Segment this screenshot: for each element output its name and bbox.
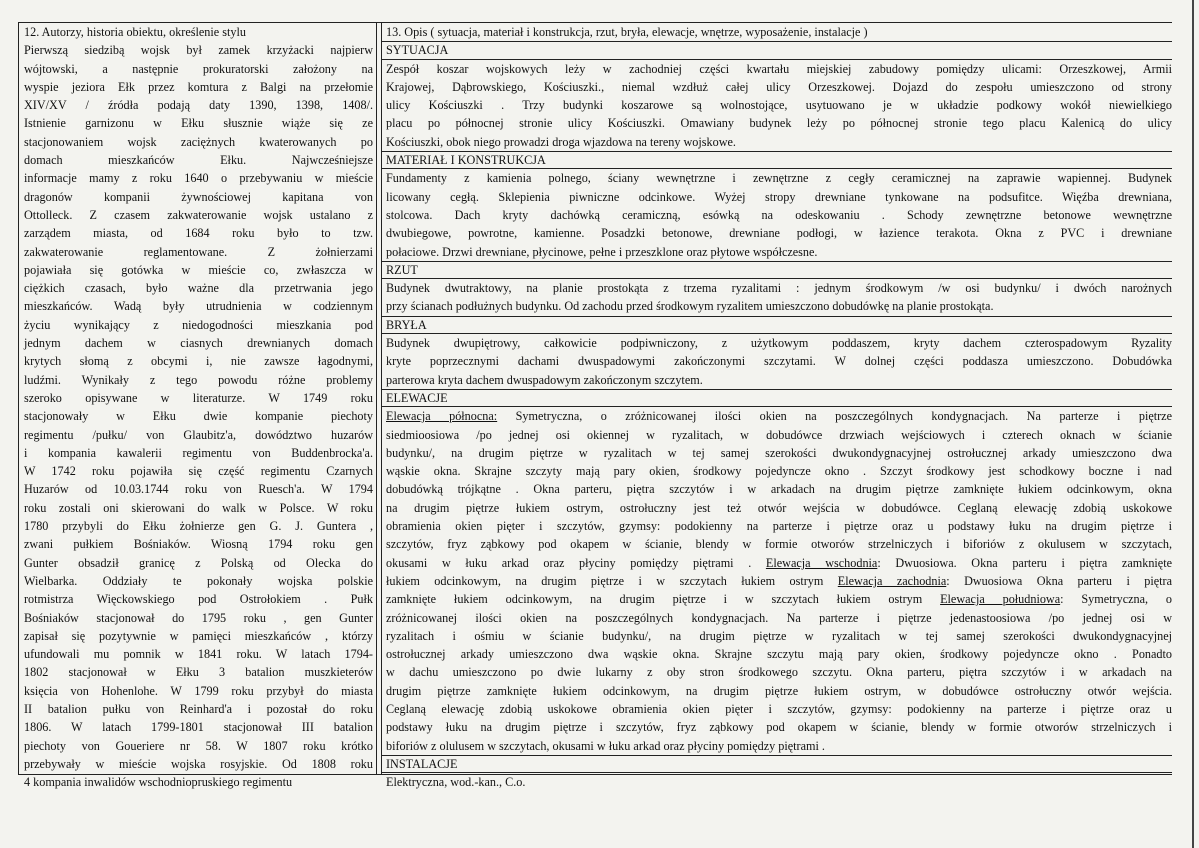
text-line: Fundamenty z kamienia polnego, ściany wewnętrzne i zewnętrzne z cegły ceramicznej na zaprawie wapiennej. Budynek: [386, 171, 1172, 186]
history-line: Istnienie garnizonu w Ełku słusznie wiąże się ze: [24, 116, 373, 131]
history-line: Huzarów od 10.03.1744 roku von Ruesch'a. W 1794: [24, 482, 373, 497]
history-line: XIV/XV / źródła podają daty 1390, 1398, 1408/.: [24, 98, 373, 113]
history-line: regimentu /pułku/ von Glaubitz'a, dowództwo huzarów: [24, 427, 373, 442]
history-line: krytych słomą z obcymi i, nie zawsze łagodnymi,: [24, 354, 373, 369]
text-line: licowany cegłą. Sklepienia piwniczne odcinkowe. Wyżej stropy drewniane tynkowane na podsufitce. Więźba drewniana,: [386, 189, 1172, 204]
history-line: wyspie jeziora Ełk przez komtura z Balgi na przełomie: [24, 79, 373, 94]
history-line: zakwaterowanie reglamentowane. Z żołnierzami: [24, 244, 373, 259]
history-line: 1802 stacjonował w Ełku 3 batalion muszkieterów: [24, 665, 373, 680]
history-line: ufundowali mu pomnik w 1841 roku. W latach 1794-: [24, 647, 373, 662]
text-line: wąskie okna. Skrajne szczyty mają pary okien, środkowy pojedyncze okno . Szczyt środkowy jest schodkowy boczne i nad: [386, 464, 1172, 479]
text-line: szczytów, fryz ząbkowy pod okapem w ścianie, blendy w formie otworów strzelniczych i biforiów z okulusem w szczytach,: [386, 537, 1172, 552]
history-line: zwani pułkiem Bośniaków. Wiosną 1794 roku gen: [24, 537, 373, 552]
text-line: Ceglaną elewację zdobią uskokowe obramienia okien pięter i szczytów, gzymsy: podokienny na parterze i piętrze oraz u: [386, 701, 1172, 716]
history-line: Ottolleck. Z czasem zakwaterowanie wojsk ustalano z: [24, 207, 373, 222]
text-line: siedmioosiowa /po jednej osi okiennej w ryzalitach, w dobudówce drzwiach wejściowych i czterech oknach w ścianie: [386, 427, 1172, 442]
material-text: [386, 169, 1172, 260]
text-line: kryte poprzecznymi dachami dwuspadowymi zakończonymi szczytami. W dolnej części poddasza umieszczono. Dobudówka: [386, 354, 1172, 369]
history-line: roku zostali oni skierowani do walk w Polsce. W roku: [24, 500, 373, 515]
history-line: 1780 przybyli do Ełku żołnierze gen G. J. Guntera ,: [24, 519, 373, 534]
history-line: dragonów kompanii żywnościowej kapitana von: [24, 189, 373, 204]
sytuacja-text: [386, 60, 1172, 151]
elewacja-poludniowa-label: Elewacja południowa: [940, 592, 1061, 607]
history-line: zapisał się pozytywnie w pamięci mieszkańców , którzy: [24, 628, 373, 643]
elewacje-line: okusami w łuku arkad oraz płyciny pomiędzy piętrami . Elewacja wschodnia: Dwuosiowa. Okna parteru i piętra zamknięte: [386, 555, 1172, 570]
history-line: jednym dachem w ciasnych drewnianych domach: [24, 336, 373, 351]
elewacje-line: zamknięte łukiem odcinkowym, na drugim piętrze i w szczytach łukiem ostrym Elewacja południowa: Symetryczna, o: [386, 592, 1173, 607]
description-header: 13. Opis ( sytuacja, materiał i konstrukcja, rzut, bryła, elewacje, wnętrze, wyposażenie, instalacje ): [386, 25, 868, 39]
text-line: stolcowa. Dach kryty dachówką ceramiczną, esówką na odeskowaniu . Schody zewnętrzne betonowe wewnętrzne: [386, 207, 1172, 222]
text-line: drugim piętrze zamknięte łukiem odcinkowym, na drugim piętrze łukiem ostrym, w dobudówce ostrołuczny otwór wejścia.: [386, 683, 1172, 698]
rzut-text: [386, 279, 1172, 316]
history-line: ciężkich czasach, było ważne dla przetrwania jego: [24, 281, 373, 296]
history-column: [18, 23, 377, 790]
history-line: ludźmi. Wynikały z tego powodu różne problemy: [24, 372, 373, 387]
text-line: przy ścianach podłużnych budynku. Od zachodu przed środkowym ryzalitem umieszczono dobudówkę na planie prostokąta.: [386, 299, 994, 314]
history-line: domach mieszkańców Ełku. Najwcześniejsze: [24, 153, 373, 168]
section-title-bryla: BRYŁA: [382, 316, 1172, 334]
page-edge: [1192, 0, 1194, 848]
text-line: ulicy Kościuszki . Trzy budynki koszarowe są wolnostojące, usytuowano je w układzie podkowy wokół niewielkiego: [386, 98, 1172, 113]
text-line: dobudówką trójkątne . Okna parteru, piętra szczytów i w arkadach na drugim piętrze zamknięte łukiem odcinkowym, okna: [386, 482, 1172, 497]
elewacja-zachodnia-label: Elewacja zachodnia: [837, 573, 947, 588]
document-sheet: [18, 22, 1173, 790]
text-line: dwubiegowe, powrotne, kamienne. Posadzki betonowe, drewniane podłogi, w łazience terakota. Okna z PVC i drewniane: [386, 226, 1172, 241]
history-line: stacjonowały w Ełku dwie kompanie piechoty: [24, 409, 373, 424]
text-line: w dachu umieszczono po dwie lukarny z oby stron środkowego szczytu. Okna parteru, piętra szczytów i w arkadach na: [386, 665, 1172, 680]
text-line: na drugim piętrze łukiem ostrym, ostrołuczny jest też otwór wejścia w dobudówce. Ceglaną elewację zdobią uskokowe: [386, 500, 1172, 515]
history-line: W 1742 roku pojawiła się część regimentu Czarnych: [24, 464, 373, 479]
history-text: [24, 41, 373, 791]
elewacje-text-a: [386, 426, 1172, 554]
text-line: Zespół koszar wojskowych leży w zachodniej części kwartału miejskiej zabudowy pomiędzy ulicami: Orzeszkowej, Armii: [386, 61, 1172, 76]
history-line: księcia von Hohenlohe. W 1799 roku przybył do miasta: [24, 683, 373, 698]
history-line: szeroko opisywane w literaturze. W 1749 roku: [24, 390, 373, 405]
text-line: placu po północnej stronie ulicy Kościuszki. Omawiany budynek leży po północnej stronie tego placu Kalenicą do ulicy: [386, 116, 1172, 131]
instalacje-text: Elektryczna, wod.-kan., C.o.: [386, 775, 526, 790]
history-line: 1806. W latach 1799-1801 stacjonował III batalion: [24, 720, 373, 735]
elewacje-line: Elewacja północna: Symetryczna, o zróżnicowanej ilości okien na poszczególnych kondygnacjach. Na parterze i piętrze: [386, 409, 1173, 424]
history-header: 12. Autorzy, historia obiektu, określenie stylu: [24, 25, 246, 39]
bryla-text: [386, 334, 1172, 389]
elewacje-line: łukiem odcinkowym, na drugim piętrze i w szczytach łukiem ostrym Elewacja zachodnia: Dwuosiowa Okna parteru i piętra: [386, 573, 1172, 588]
history-line: rotmistrza Więckowskiego pod Ostrołokiem . Pułk: [24, 592, 373, 607]
text-line: ryzalitach i ośmiu w ścianie budynku/, na drugim piętrze w ryzalitach w tej samej szerokości dwukondygnacyjnej: [386, 628, 1172, 643]
text-line: połaciowe. Drzwi drewniane, płycinowe, pełne i przeszklone oraz płytowe współczesne.: [386, 244, 818, 259]
text-line: budynku/, na drugim piętrze w ryzalitach w tej samej szerokości dwukondygnacyjnej ostrołucznej arkady umieszczono dwa: [386, 445, 1172, 460]
section-title-rzut: RZUT: [382, 261, 1172, 279]
text-line: obramienia okien pięter i szczytów, gzymsy: podokienny na parterze i piętrze oraz u podstawy łuku na drugim piętrze i: [386, 519, 1172, 534]
text-line: Krajowej, Dąbrowskiego, Kościuszki., niemal wzdłuż całej ulicy Orzeszkowej. Dojazd do zespołu umieszczono od strony: [386, 79, 1172, 94]
history-line: Gunter obsadził granicę z Polską od Olecka do: [24, 555, 373, 570]
history-line: i kompania kawalerii regimentu von Buddenbrocka'a.: [24, 445, 373, 460]
history-line: Wielbarka. Oddziały te pokonały wojska polskie: [24, 573, 373, 588]
history-line: życiu wynikający z niedogodności mieszkania pod: [24, 317, 373, 332]
text-line: parterowa kryta dachem dwuspadowym zakończonym szczytem.: [386, 372, 703, 387]
elewacja-wschodnia-label: Elewacja wschodnia: [765, 555, 878, 570]
text-line: zróżnicowanej ilości okien na poszczególnych kondygnacjach. Na parterze i piętrze jedenastoosiowa /po jednej osi w: [386, 610, 1172, 625]
section-title-elewacje: ELEWACJE: [382, 389, 1172, 407]
section-title-sytuacja: SYTUACJA: [382, 41, 1172, 59]
history-line: przebywały w mieście wojska rosyjskie. Od 1808 roku: [24, 756, 373, 771]
text-line: podstawy łuku na drugim piętrze i szczytów, fryz ząbkowy pod okapem w ścianie, blendy w formie otworów strzelniczych i: [386, 720, 1172, 735]
elewacja-polnocna-label: Elewacja północna:: [386, 409, 498, 424]
text-line: Budynek dwutraktowy, na planie prostokąta z trzema ryzalitami : jednym środkowym /w osi budynku/ i dwóch narożnych: [386, 281, 1172, 296]
history-line: mieszkańców. Wadą były utrudnienia w codziennym: [24, 299, 373, 314]
history-line: informacje mamy z roku 1640 o przebywaniu w mieście: [24, 171, 373, 186]
history-line: stacjonowaniem wojsk zaciężnych kwaterowanych po: [24, 134, 373, 149]
section-title-material: MATERIAŁ I KONSTRUKCJA: [382, 151, 1172, 169]
text-line: ostrołucznej arkady umieszczono dwa wąskie okna. Skrajne szczytu mają pary okien, środkowy pojedyncze okno . Ponadto: [386, 647, 1172, 662]
description-column: [381, 23, 1173, 790]
elewacje-text-b: [386, 609, 1172, 737]
history-line: wójtowski, a następnie prokuratorski założony na: [24, 61, 373, 76]
history-line: pojawiała się gotówka w mieście co, zwłaszcza w: [24, 262, 373, 277]
bottom-rule: [18, 774, 1172, 775]
history-line: 4 kompania inwalidów wschodniopruskiego regimentu: [24, 775, 293, 790]
history-line: Pierwszą siedzibą wojsk był zamek krzyżacki najpierw: [24, 43, 373, 58]
history-line: zarządem miasta, od 1684 roku było to tzw.: [24, 226, 373, 241]
text-line: Budynek dwupiętrowy, całkowicie podpiwniczony, z użytkowym poddaszem, kryty dachem czterospadowym Ryzality: [386, 336, 1172, 351]
history-line: II batalion pułku von Reinhard'a i pozostał do roku: [24, 701, 373, 716]
history-line: piechoty von Goueriere nr 58. W 1807 roku krótko: [24, 738, 373, 753]
history-line: Bośniaków stacjonował do 1795 roku , gen Gunter: [24, 610, 373, 625]
text-line: Kościuszki, obok niego prowadzi droga wjazdowa na tereny wojskowe.: [386, 134, 736, 149]
elewacje-last-line: biforiów z olulusem w szczytach, okusami w łuku arkad oraz płyciny pomiędzy piętrami .: [386, 738, 825, 753]
section-title-instalacje: INSTALACJE: [382, 755, 1172, 773]
